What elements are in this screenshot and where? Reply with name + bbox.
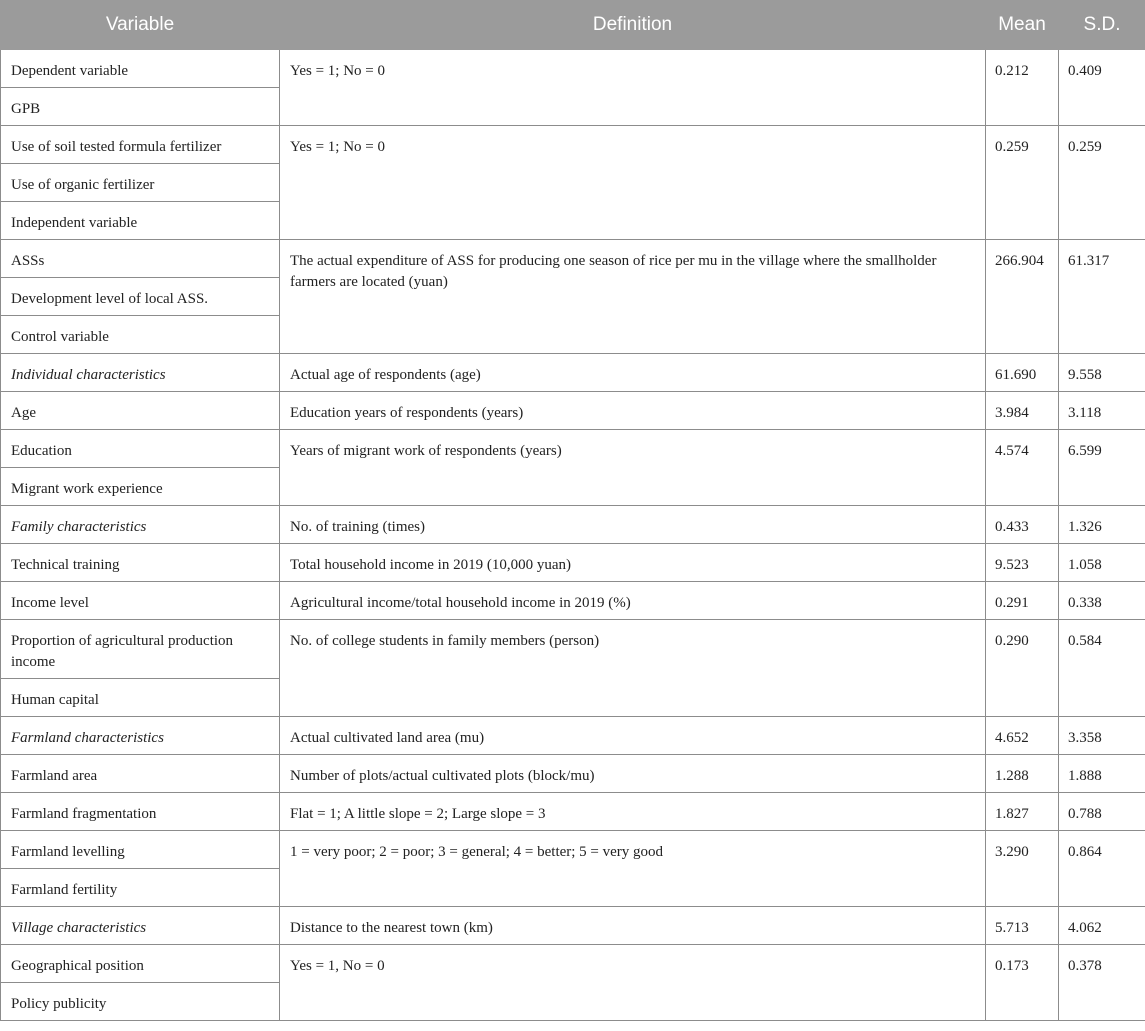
definition-cell: 1 = very poor; 2 = poor; 3 = general; 4 = better; 5 = very good (280, 831, 986, 907)
mean-cell: 4.574 (986, 430, 1059, 506)
mean-cell: 3.290 (986, 831, 1059, 907)
mean-cell: 0.290 (986, 620, 1059, 717)
variable-cell: Geographical position (1, 945, 280, 983)
header-mean: Mean (986, 1, 1059, 50)
mean-cell: 1.288 (986, 755, 1059, 793)
table-row (1, 582, 1145, 620)
definition-cell: Number of plots/actual cultivated plots (block/mu) (280, 755, 986, 793)
variable-cell: Migrant work experience (1, 468, 280, 506)
variable-cell: Control variable (1, 316, 280, 354)
variable-cell: Family characteristics (1, 506, 280, 544)
variable-cell: Individual characteristics (1, 354, 280, 392)
table-header-row (1, 1, 1145, 50)
definition-cell: Education years of respondents (years) (280, 392, 986, 430)
variable-cell: Use of soil tested formula fertilizer (1, 126, 280, 164)
mean-cell: 0.212 (986, 50, 1059, 126)
variable-cell: Independent variable (1, 202, 280, 240)
table-row (1, 126, 1145, 164)
mean-cell: 1.827 (986, 793, 1059, 831)
sd-cell: 0.259 (1059, 126, 1145, 240)
variable-cell: Farmland area (1, 755, 280, 793)
variable-cell: Village characteristics (1, 907, 280, 945)
variable-cell: Farmland fertility (1, 869, 280, 907)
definition-cell: Yes = 1; No = 0 (280, 126, 986, 240)
table-row (1, 354, 1145, 392)
definition-cell: Actual cultivated land area (mu) (280, 717, 986, 755)
definition-cell: No. of training (times) (280, 506, 986, 544)
variable-cell: Development level of local ASS. (1, 278, 280, 316)
header-definition: Definition (280, 1, 986, 50)
variable-cell: ASSs (1, 240, 280, 278)
variable-cell: Income level (1, 582, 280, 620)
table-row (1, 506, 1145, 544)
header-variable: Variable (1, 1, 280, 50)
table-row (1, 831, 1145, 869)
sd-cell: 6.599 (1059, 430, 1145, 506)
definition-cell: Years of migrant work of respondents (years) (280, 430, 986, 506)
sd-cell: 61.317 (1059, 240, 1145, 354)
definition-cell: Distance to the nearest town (km) (280, 907, 986, 945)
table-row (1, 945, 1145, 983)
sd-cell: 4.062 (1059, 907, 1145, 945)
definition-cell: Flat = 1; A little slope = 2; Large slope = 3 (280, 793, 986, 831)
table-row (1, 392, 1145, 430)
sd-cell: 0.584 (1059, 620, 1145, 717)
mean-cell: 5.713 (986, 907, 1059, 945)
mean-cell: 0.291 (986, 582, 1059, 620)
variable-cell: Farmland fragmentation (1, 793, 280, 831)
table-row (1, 793, 1145, 831)
variable-cell: Farmland characteristics (1, 717, 280, 755)
mean-cell: 266.904 (986, 240, 1059, 354)
variable-cell: Farmland levelling (1, 831, 280, 869)
definition-cell: Yes = 1; No = 0 (280, 50, 986, 126)
table-row (1, 50, 1145, 88)
variable-cell: Dependent variable (1, 50, 280, 88)
sd-cell: 1.058 (1059, 544, 1145, 582)
variable-cell: Proportion of agricultural production income (1, 620, 280, 679)
variable-cell: Use of organic fertilizer (1, 164, 280, 202)
mean-cell: 61.690 (986, 354, 1059, 392)
mean-cell: 0.259 (986, 126, 1059, 240)
mean-cell: 0.433 (986, 506, 1059, 544)
mean-cell: 9.523 (986, 544, 1059, 582)
definition-cell: No. of college students in family members (person) (280, 620, 986, 717)
table-row (1, 755, 1145, 793)
sd-cell: 1.888 (1059, 755, 1145, 793)
sd-cell: 0.338 (1059, 582, 1145, 620)
table-row (1, 717, 1145, 755)
table-row (1, 240, 1145, 278)
mean-cell: 3.984 (986, 392, 1059, 430)
sd-cell: 0.864 (1059, 831, 1145, 907)
variable-cell: Policy publicity (1, 983, 280, 1021)
variable-cell: Education (1, 430, 280, 468)
definition-cell: The actual expenditure of ASS for producing one season of rice per mu in the village where the smallholder farmers are located (yuan) (280, 240, 986, 354)
table-row (1, 544, 1145, 582)
variable-cell: Human capital (1, 679, 280, 717)
table-row (1, 430, 1145, 468)
definition-cell: Agricultural income/total household income in 2019 (%) (280, 582, 986, 620)
sd-cell: 3.358 (1059, 717, 1145, 755)
mean-cell: 4.652 (986, 717, 1059, 755)
sd-cell: 9.558 (1059, 354, 1145, 392)
definition-cell: Yes = 1, No = 0 (280, 945, 986, 1021)
variable-cell: Age (1, 392, 280, 430)
sd-cell: 1.326 (1059, 506, 1145, 544)
sd-cell: 3.118 (1059, 392, 1145, 430)
variable-cell: GPB (1, 88, 280, 126)
definition-cell: Actual age of respondents (age) (280, 354, 986, 392)
table-row (1, 907, 1145, 945)
header-sd: S.D. (1059, 1, 1145, 50)
table-row (1, 620, 1145, 679)
sd-cell: 0.409 (1059, 50, 1145, 126)
variable-cell: Technical training (1, 544, 280, 582)
mean-cell: 0.173 (986, 945, 1059, 1021)
sd-cell: 0.378 (1059, 945, 1145, 1021)
sd-cell: 0.788 (1059, 793, 1145, 831)
definition-cell: Total household income in 2019 (10,000 yuan) (280, 544, 986, 582)
